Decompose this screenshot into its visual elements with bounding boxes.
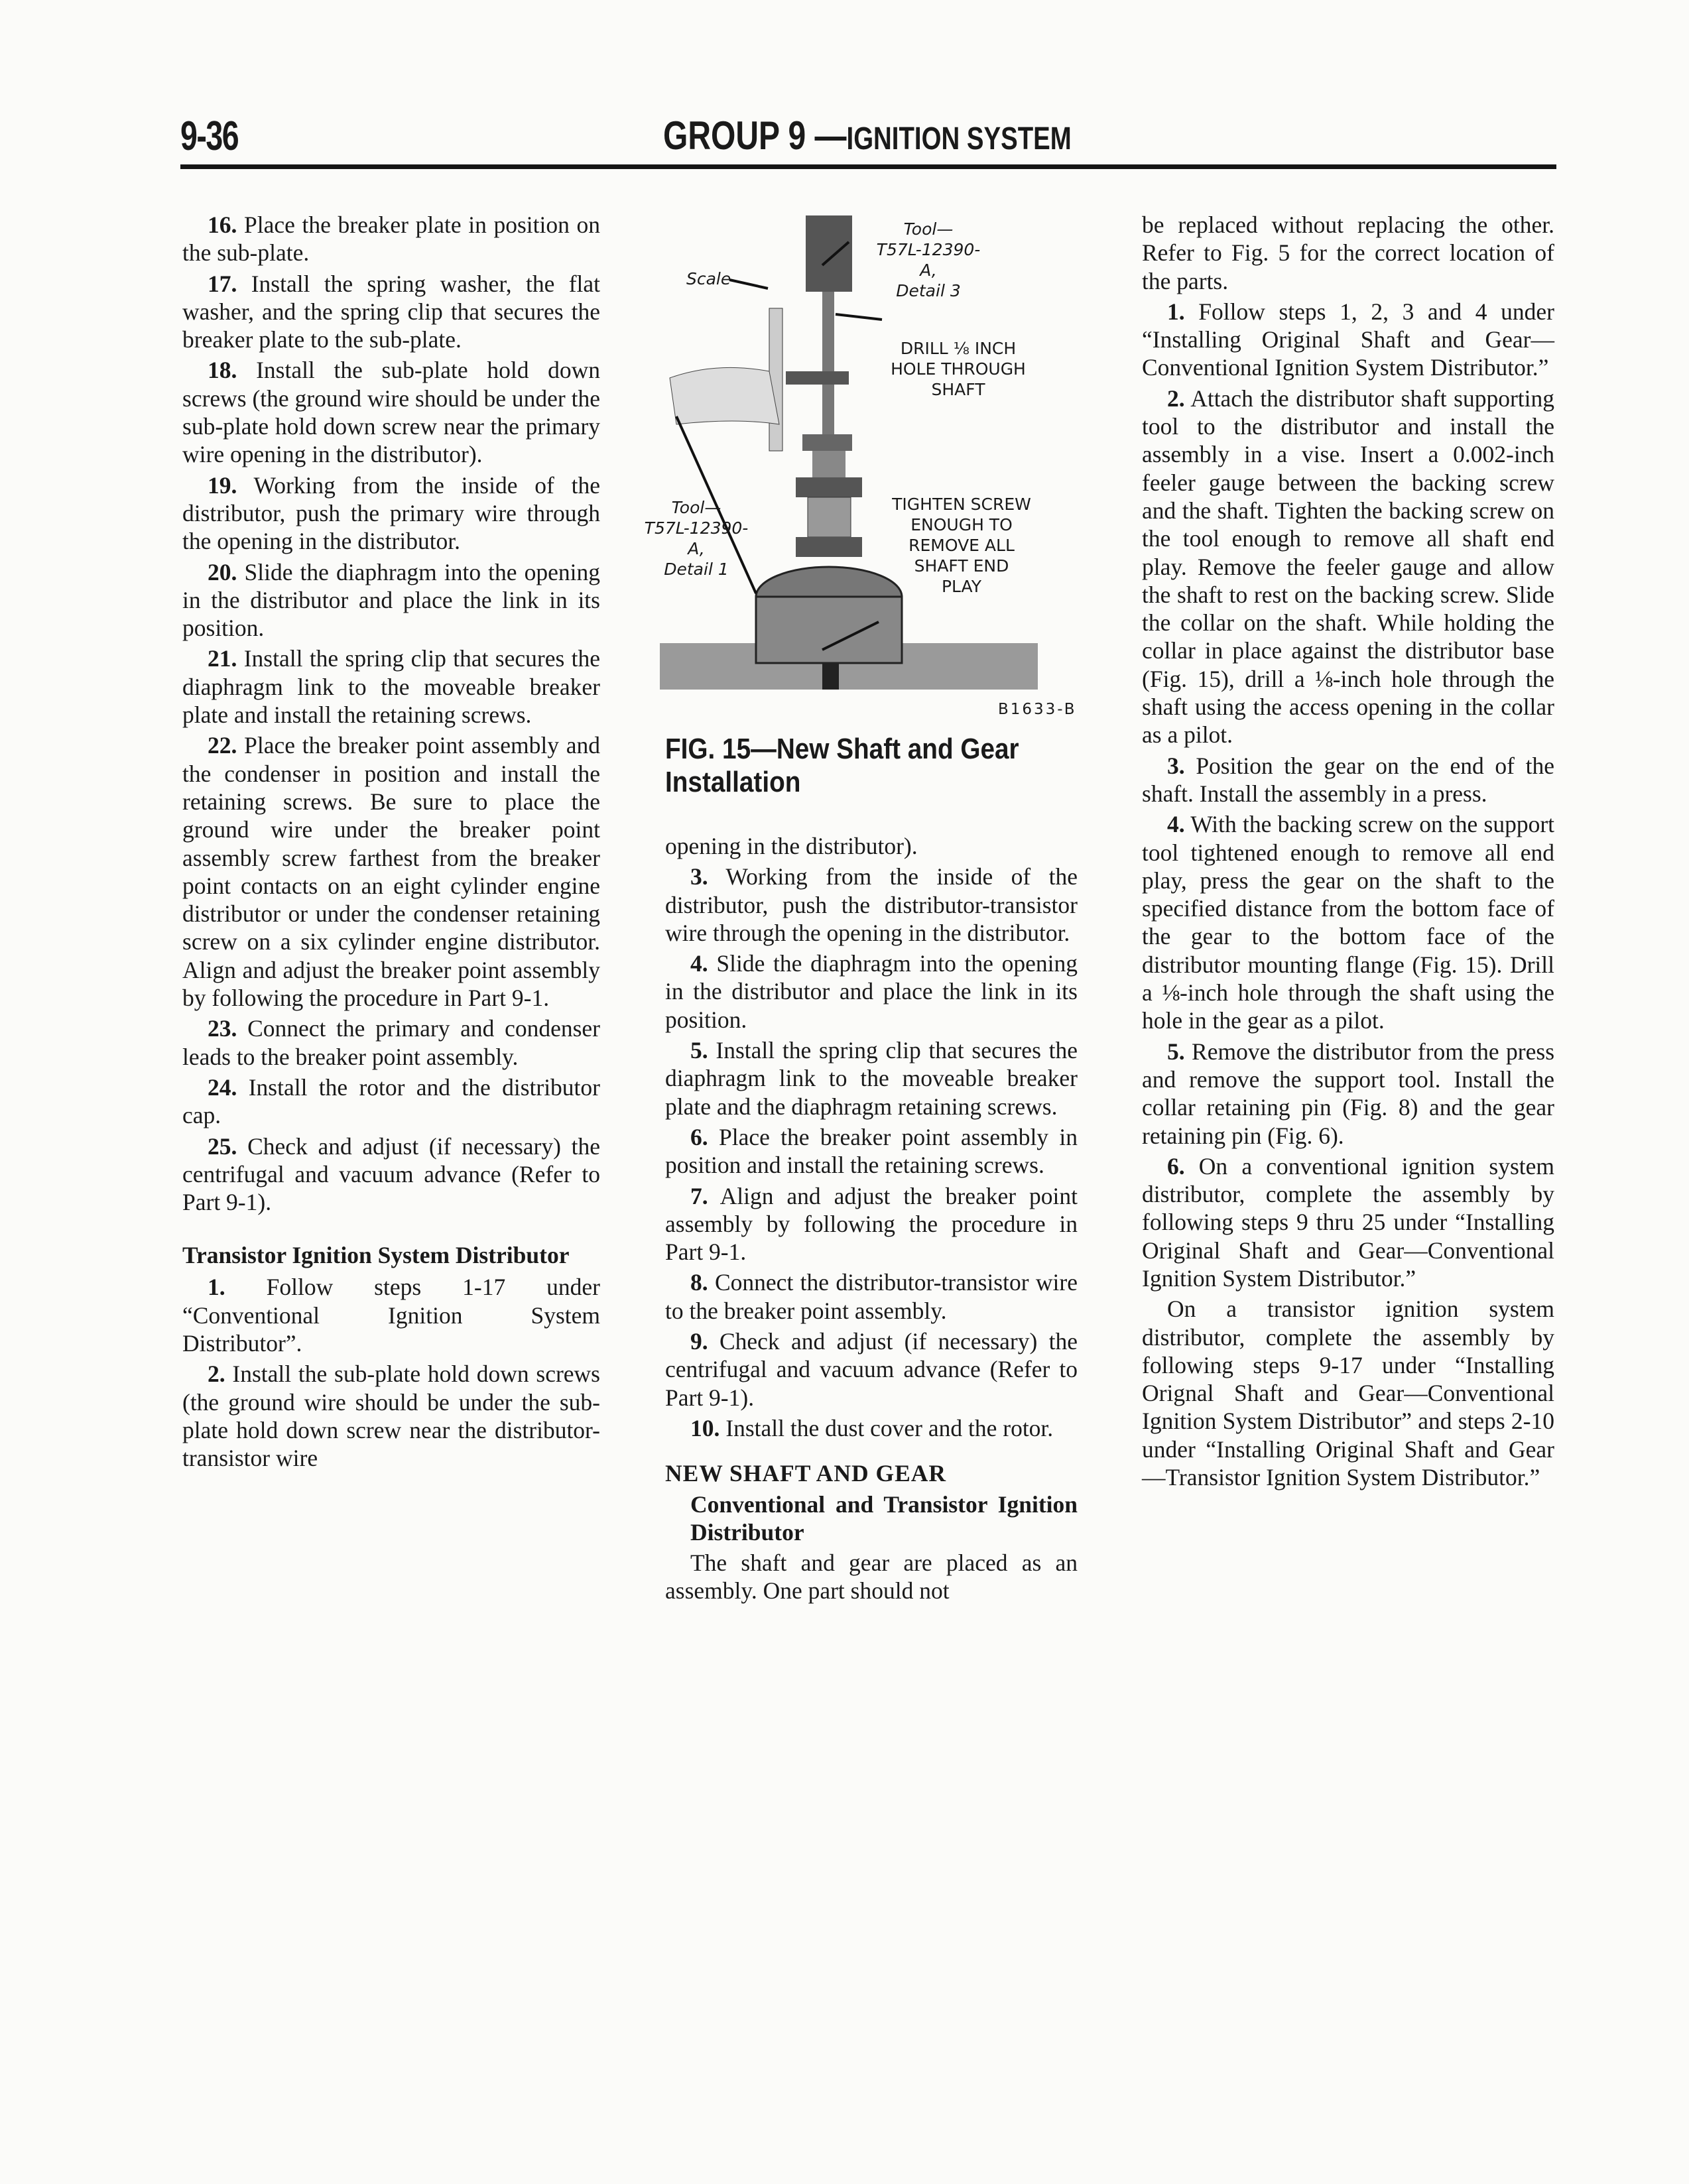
step-paragraph (182, 471, 600, 556)
step-number: 18. (208, 357, 237, 384)
step-number: 22. (208, 732, 237, 759)
step-number: 25. (208, 1132, 237, 1160)
step-paragraph (182, 211, 600, 267)
step-number: 16. (208, 212, 237, 238)
label-tool-detail-3 (872, 219, 985, 301)
step-text: Install the sub-plate hold down screws (the ground wire should be under the sub-plate hold down screw near the primary wire opening in the distributor). (182, 357, 601, 468)
step-paragraph (182, 1073, 600, 1130)
step-paragraph (665, 1414, 1078, 1442)
step-number: 10. (690, 1414, 720, 1441)
figure-caption: FIG. 15—New Shaft and Gear Installation (665, 733, 1019, 798)
step-text: Check and adjust (if necessary) the centrifugal and vacuum advance (Refer to Part 9-1). (182, 1132, 600, 1216)
step-paragraph (665, 949, 1078, 1034)
step-number: 9. (690, 1328, 708, 1355)
step-text: Slide the diaphragm into the opening in the distributor and place the link in its position. (182, 558, 601, 642)
scale-ruler (769, 308, 782, 451)
step-paragraph (1142, 298, 1554, 382)
label-tighten-screw: TIGHTEN SCREW ENOUGH TO REMOVE ALL SHAFT END PLAY (892, 495, 1031, 596)
step-number: 8. (690, 1269, 708, 1296)
step-number: 4. (1167, 811, 1185, 838)
step-text: Slide the diaphragm into the opening in the distributor and place the link in its position. (665, 950, 1078, 1033)
step-paragraph (1142, 752, 1554, 808)
step-text: Place the breaker point assembly and the condenser in position and install the retaining screws. Be sure to place the ground wire under the breaker point assembly screw farthest from the breaker point contacts on an eight cylinder engine distributor or under the condenser retaining screw on a six cylinder engine distributor. Align and adjust the breaker point assembly by following the procedure in Part 9-1. (182, 732, 601, 1012)
step-text: Working from the inside of the distributor, push the distributor-transistor wire through the opening in the distributor. (665, 863, 1078, 946)
step-paragraph (182, 1360, 600, 1472)
step-text: Attach the distributor shaft supporting tool to the distributor and install the assembly in a vise. Insert a 0.002-inch feeler gauge between the backing screw and the shaft. Tighten the backing screw on the tool enough to remove all shaft end play. Remove the feeler gauge and allow the shaft to rest on the backing screw. Slide the collar on the shaft. While holding the collar in place against the distributor base (Fig. 15), drill a ⅛-inch hole through the shaft using the access opening in the collar as a pilot. (1142, 385, 1555, 749)
label-text: Tool— T57L-12390-A, Detail 3 (876, 219, 981, 300)
step-text: Connect the distributor-transistor wire to the breaker point assembly. (665, 1269, 1078, 1324)
step-paragraph (1142, 1295, 1554, 1491)
column-middle (665, 832, 1078, 1608)
step-number: 2. (1167, 385, 1185, 412)
group-label: GROUP 9 (663, 113, 806, 158)
step-text: Align and adjust the breaker point assembly by following the procedure in Part 9-1. (665, 1182, 1078, 1266)
step-number: 20. (208, 558, 237, 585)
step-paragraph (182, 1014, 600, 1071)
step-paragraph (665, 1549, 1078, 1605)
step-number: 5. (1167, 1038, 1185, 1065)
page-number: 9-36 (180, 113, 239, 159)
step-number: 1. (208, 1274, 225, 1301)
step-text: Install the spring clip that secures the diaphragm link to the moveable breaker plate and the diaphragm retaining screws. (665, 1037, 1078, 1120)
step-paragraph (182, 731, 600, 1012)
step-text: Remove the distributor from the press and remove the support tool. Install the collar retaining pin (Fig. 8) and the gear retaining pin (Fig. 6). (1142, 1038, 1555, 1149)
header-separator: — (814, 113, 847, 158)
collar (802, 434, 852, 451)
step-number: 4. (690, 950, 708, 977)
step-text: Place the breaker plate in position on the sub-plate. (182, 212, 600, 267)
step-number: 21. (208, 645, 237, 672)
step-number: 19. (208, 471, 237, 499)
step-number: 6. (1167, 1152, 1185, 1180)
step-paragraph (182, 558, 600, 642)
step-paragraph (1142, 810, 1554, 1034)
label-tool-detail-1: Tool— T57L-12390-A, Detail 1 (644, 498, 749, 579)
step-text: Install the spring washer, the flat washer, and the spring clip that secures the breaker plate to the sub-plate. (182, 270, 600, 353)
section-heading: NEW SHAFT AND GEAR (665, 1460, 947, 1487)
step-paragraph (665, 863, 1078, 947)
step-number: 7. (690, 1182, 708, 1209)
step-number: 2. (208, 1361, 225, 1388)
step-text: Follow steps 1, 2, 3 and 4 under “Installing Original Shaft and Gear—Conventional Ignition System Distributor.” (1142, 298, 1554, 381)
step-number: 5. (690, 1037, 708, 1064)
step-text: opening in the distributor). (665, 833, 918, 859)
figure-code: B1633-B (998, 701, 1077, 718)
label-scale: Scale (686, 269, 731, 288)
step-text: Install the sub-plate hold down screws (the ground wire should be under the sub-plate hold down screw near the distributor-transistor wire (182, 1361, 600, 1472)
section-heading: Transistor Ignition System Distributor (182, 1242, 570, 1269)
step-paragraph (665, 832, 1078, 860)
step-text: Install the spring clip that secures the diaphragm link to the moveable breaker plate and install the retaining screws. (182, 645, 600, 729)
step-paragraph (182, 356, 600, 468)
step-number: 24. (208, 1073, 237, 1101)
press-ram (806, 215, 852, 292)
step-text: Check and adjust (if necessary) the centrifugal and vacuum advance (Refer to Part 9-1). (665, 1328, 1078, 1411)
step-text: Install the rotor and the distributor cap. (182, 1073, 600, 1129)
label-drill: DRILL ⅛ INCH HOLE THROUGH SHAFT (891, 339, 1026, 399)
header-rule (180, 164, 1556, 169)
step-number: 23. (208, 1015, 237, 1042)
step-paragraph (665, 1182, 1078, 1266)
step-paragraph (1142, 211, 1554, 295)
step-text: Place the breaker point assembly in position and install the retaining screws. (665, 1123, 1078, 1179)
step-text: Install the dust cover and the rotor. (725, 1414, 1054, 1441)
column-right (1142, 211, 1554, 1494)
step-paragraph (665, 1036, 1078, 1121)
step-text: On a conventional ignition system distributor, complete the assembly by following steps 9 thru 25 under “Installing Original Shaft and Gear—Conventional Ignition System Distributor.” (1142, 1152, 1555, 1292)
step-paragraph (665, 1268, 1078, 1325)
step-text: Follow steps 1-17 under “Conventional Ignition System Distributor”. (182, 1274, 600, 1357)
step-paragraph (1142, 385, 1554, 749)
step-text: be replaced without replacing the other. Refer to Fig. 5 for the correct location of the parts. (1142, 212, 1554, 294)
figure-15-photo (637, 206, 1088, 723)
step-number: 3. (690, 863, 708, 890)
step-text: Working from the inside of the distributor, push the primary wire through the opening in the distributor. (182, 471, 601, 555)
subsection-heading: Conventional and Transistor Ignition Distributor (690, 1490, 1078, 1546)
hand (670, 367, 779, 424)
step-text: The shaft and gear are placed as an assembly. One part should not (665, 1549, 1078, 1605)
step-text: Position the gear on the end of the shaft. Install the assembly in a press. (1142, 752, 1555, 807)
step-paragraph (1142, 1152, 1554, 1292)
running-header (663, 113, 1072, 158)
gear (786, 371, 849, 385)
step-paragraph (182, 1132, 600, 1217)
section-label: IGNITION SYSTEM (846, 121, 1072, 156)
step-number: 3. (1167, 752, 1185, 779)
step-number: 17. (208, 270, 237, 297)
step-paragraph (665, 1123, 1078, 1180)
step-text: On a transistor ignition system distributor, complete the assembly by following steps 9-17 under “Installing Orignal Shaft and Gear—Conventional Ignition System Distributor” and steps 2-10 under “Installing Original Shaft and Gear—Transistor Ignition System Distributor.” (1142, 1296, 1554, 1491)
step-paragraph (665, 1327, 1078, 1412)
column-left (182, 211, 600, 1475)
step-text: Connect the primary and condenser leads to the breaker point assembly. (182, 1015, 601, 1070)
step-number: 1. (1167, 298, 1185, 325)
step-paragraph (182, 270, 600, 354)
step-paragraph (1142, 1038, 1554, 1150)
step-text: With the backing screw on the support tool tightened enough to remove all end play, press the gear on the shaft to the specified distance from the bottom face of the gear to the bottom face of the distributor mounting flange (Fig. 15). Drill a ⅛-inch hole through the shaft using the hole in the gear as a pilot. (1142, 811, 1555, 1034)
step-number: 6. (690, 1123, 708, 1150)
step-paragraph (182, 644, 600, 729)
step-paragraph (182, 1273, 600, 1357)
